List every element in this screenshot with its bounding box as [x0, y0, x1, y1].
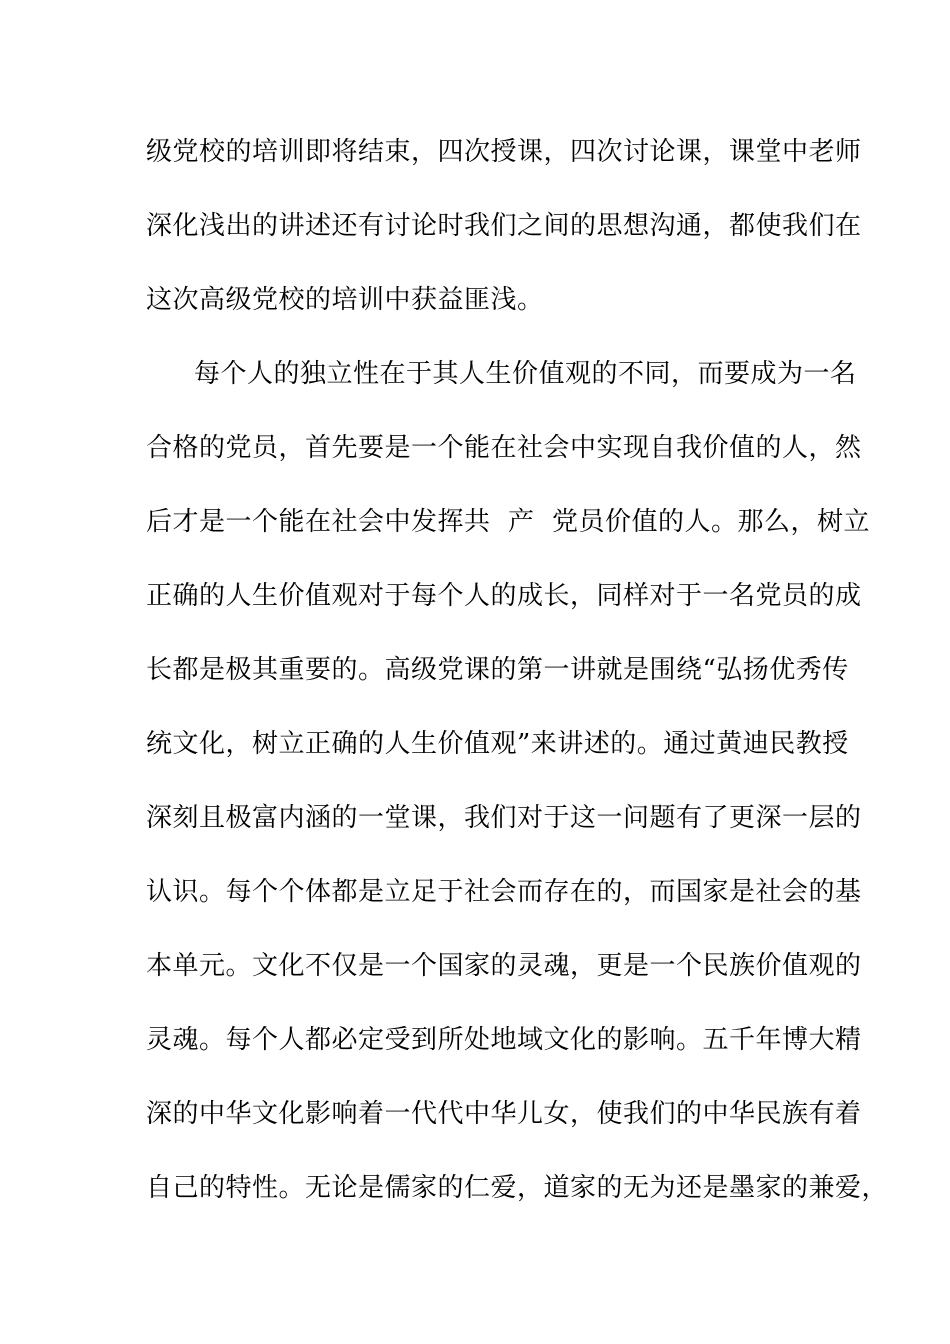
text-line: 级党校的培训即将结束，四次授课，四次讨论课，课堂中老师 [146, 137, 862, 167]
text-line: 认识。每个个体都是立足于社会而存在的，而国家是社会的基 [146, 877, 862, 907]
text-line [146, 1236, 816, 1310]
text-line: 统文化，树立正确的人生价值观”来讲述的。通过黄迪民教授 [146, 729, 849, 759]
text-line: 深的中华文化影响着一代代中华儿女，使我们的中华民族有着 [146, 1099, 862, 1129]
text-line: 这次高级党校的培训中获益匪浅。 [146, 285, 544, 315]
paragraph-2 [146, 348, 889, 1310]
text-line: 后才是一个能在社会中发挥共 产 党员价值的人。那么，树立 [146, 507, 871, 537]
text-line: 合格的党员，首先要是一个能在社会中实现自我价值的人，然 [146, 433, 862, 463]
text-line: 每个人的独立性在于其人生价值观的不同，而要成为一名 [194, 359, 857, 389]
text-line: 深化浅出的讲述还有讨论时我们之间的思想沟通，都使我们在 [146, 211, 862, 241]
text-line: 本单元。文化不仅是一个国家的灵魂，更是一个民族价值观的 [146, 951, 862, 981]
text-line: 自己的特性。无论是儒家的仁爱，道家的无为还是墨家的兼爱， [146, 1173, 889, 1203]
text-line: 正确的人生价值观对于每个人的成长，同样对于一名党员的成 [146, 581, 862, 611]
text-line: 深刻且极富内涵的一堂课，我们对于这一问题有了更深一层的 [146, 803, 862, 833]
body-text [146, 126, 889, 1310]
text-line: 灵魂。每个人都必定受到所处地域文化的影响。五千年博大精 [146, 1025, 862, 1055]
paragraph-1 [146, 126, 862, 348]
text-line: 长都是极其重要的。高级党课的第一讲就是围绕“弘扬优秀传 [146, 655, 849, 685]
